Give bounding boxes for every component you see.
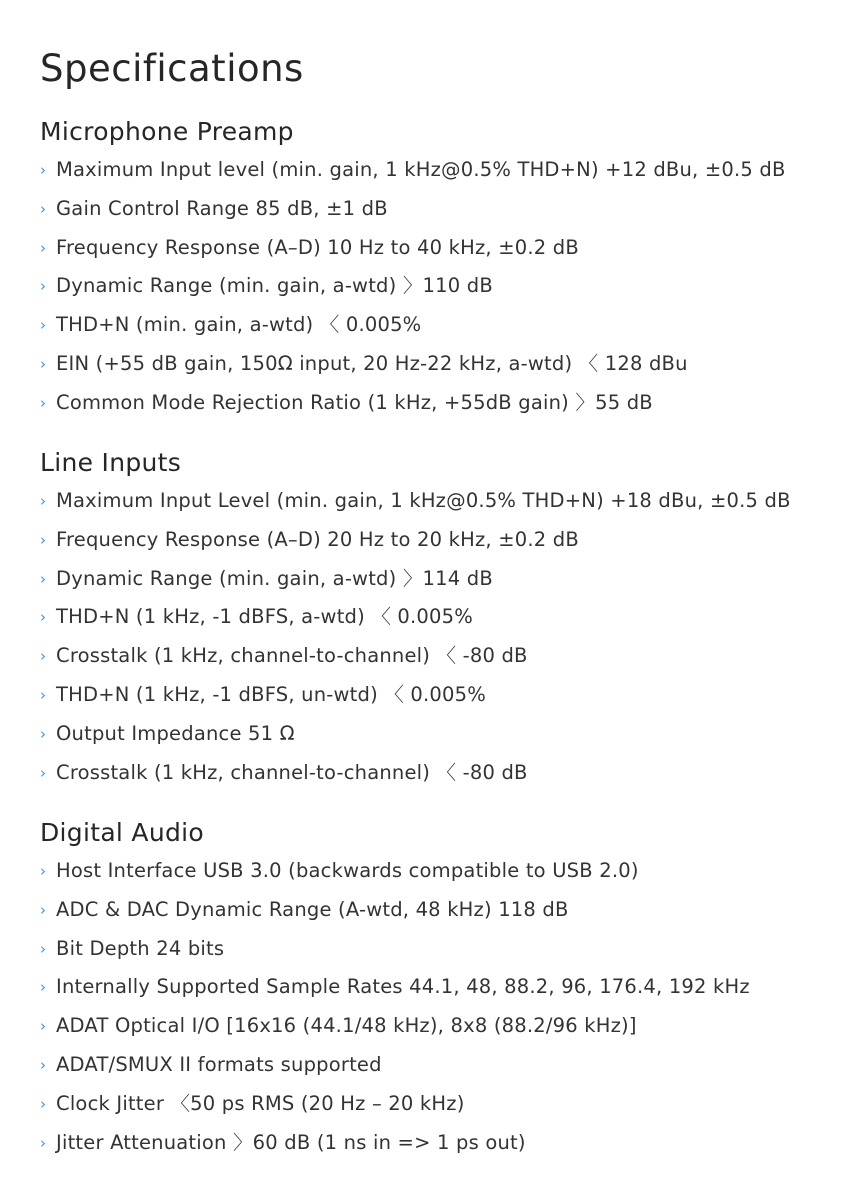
spec-item bbox=[40, 267, 786, 306]
spec-text: Dynamic Range (min. gain, a-wtd) 〉114 dB bbox=[56, 566, 493, 590]
section-title: Line Inputs bbox=[40, 448, 182, 477]
spec-item bbox=[40, 754, 791, 793]
spec-item bbox=[40, 345, 786, 384]
spec-text: EIN (+55 dB gain, 150Ω input, 20 Hz-22 kHz, a-wtd) 〈 128 dBu bbox=[56, 351, 688, 375]
chevron-right-icon: › bbox=[40, 1017, 47, 1036]
page-title: Specifications bbox=[40, 47, 304, 90]
spec-item bbox=[40, 891, 750, 930]
spec-list bbox=[40, 482, 791, 792]
spec-text: Maximum Input Level (min. gain, 1 kHz@0.5% THD+N) +18 dBu, ±0.5 dB bbox=[56, 489, 791, 512]
section-microphone-preamp bbox=[40, 115, 786, 423]
section-title: Digital Audio bbox=[40, 818, 204, 847]
chevron-right-icon: › bbox=[40, 1133, 47, 1152]
spec-text: ADAT Optical I/O [16x16 (44.1/48 kHz), 8x8 (88.2/96 kHz)] bbox=[56, 1014, 637, 1038]
spec-item bbox=[40, 598, 791, 637]
section-title: Microphone Preamp bbox=[40, 117, 294, 146]
chevron-right-icon: › bbox=[40, 1094, 47, 1113]
spec-item bbox=[40, 151, 786, 190]
spec-page bbox=[40, 46, 850, 1154]
chevron-right-icon: › bbox=[40, 530, 47, 549]
spec-item bbox=[40, 482, 791, 521]
spec-text: Jitter Attenuation 〉60 dB (1 ns in => 1 ps out) bbox=[56, 1130, 526, 1154]
spec-item bbox=[40, 1085, 750, 1124]
chevron-right-icon: › bbox=[40, 647, 47, 666]
spec-item bbox=[40, 229, 786, 268]
spec-text: Bit Depth 24 bits bbox=[56, 936, 225, 960]
spec-item bbox=[40, 930, 750, 969]
section-digital-audio bbox=[40, 816, 750, 1162]
spec-text: ADAT/SMUX II formats supported bbox=[56, 1052, 382, 1076]
spec-item bbox=[40, 521, 791, 560]
spec-text: Frequency Response (A–D) 10 Hz to 40 kHz, ±0.2 dB bbox=[56, 235, 579, 259]
chevron-right-icon: › bbox=[40, 763, 47, 782]
chevron-right-icon: › bbox=[40, 569, 47, 588]
chevron-right-icon: › bbox=[40, 492, 47, 510]
chevron-right-icon: › bbox=[40, 316, 47, 335]
spec-text: Dynamic Range (min. gain, a-wtd) 〉110 dB bbox=[56, 274, 493, 298]
spec-item bbox=[40, 676, 791, 715]
chevron-right-icon: › bbox=[40, 354, 47, 373]
spec-item bbox=[40, 715, 791, 754]
spec-text: THD+N (1 kHz, -1 dBFS, a-wtd) 〈 0.005% bbox=[56, 605, 473, 629]
chevron-right-icon: › bbox=[40, 1055, 47, 1074]
spec-item bbox=[40, 1007, 750, 1046]
spec-item bbox=[40, 852, 750, 891]
spec-text: Frequency Response (A–D) 20 Hz to 20 kHz, ±0.2 dB bbox=[56, 527, 579, 551]
spec-text: Gain Control Range 85 dB, ±1 dB bbox=[56, 196, 388, 220]
spec-text: THD+N (1 kHz, -1 dBFS, un-wtd) 〈 0.005% bbox=[56, 682, 486, 706]
chevron-right-icon: › bbox=[40, 238, 47, 257]
spec-text: Host Interface USB 3.0 (backwards compatible to USB 2.0) bbox=[56, 859, 639, 882]
spec-item bbox=[40, 190, 786, 229]
chevron-right-icon: › bbox=[40, 161, 47, 179]
spec-item bbox=[40, 637, 791, 676]
chevron-right-icon: › bbox=[40, 939, 47, 958]
spec-text: Crosstalk (1 kHz, channel-to-channel) 〈 -80 dB bbox=[56, 760, 528, 784]
spec-text: Common Mode Rejection Ratio (1 kHz, +55dB gain) 〉55 dB bbox=[56, 390, 653, 414]
chevron-right-icon: › bbox=[40, 724, 47, 743]
spec-item bbox=[40, 1046, 750, 1085]
spec-text: ADC & DAC Dynamic Range (A-wtd, 48 kHz) 118 dB bbox=[56, 897, 569, 921]
chevron-right-icon: › bbox=[40, 277, 47, 296]
chevron-right-icon: › bbox=[40, 900, 47, 919]
spec-text: Maximum Input level (min. gain, 1 kHz@0.5% THD+N) +12 dBu, ±0.5 dB bbox=[56, 158, 786, 181]
chevron-right-icon: › bbox=[40, 978, 47, 997]
spec-list bbox=[40, 151, 786, 423]
spec-text: Internally Supported Sample Rates 44.1, 48, 88.2, 96, 176.4, 192 kHz bbox=[56, 975, 750, 999]
section-line-inputs bbox=[40, 446, 791, 792]
spec-text: THD+N (min. gain, a-wtd) 〈 0.005% bbox=[56, 313, 422, 337]
chevron-right-icon: › bbox=[40, 862, 47, 880]
spec-text: Output Impedance 51 Ω bbox=[56, 721, 295, 745]
spec-list bbox=[40, 852, 750, 1162]
spec-text: Crosstalk (1 kHz, channel-to-channel) 〈 -80 dB bbox=[56, 644, 528, 668]
chevron-right-icon: › bbox=[40, 393, 47, 412]
spec-text: Clock Jitter 〈50 ps RMS (20 Hz – 20 kHz) bbox=[56, 1091, 465, 1115]
spec-item bbox=[40, 384, 786, 423]
spec-item bbox=[40, 968, 750, 1007]
spec-item bbox=[40, 1124, 750, 1163]
chevron-right-icon: › bbox=[40, 199, 47, 218]
spec-item bbox=[40, 560, 791, 599]
spec-item bbox=[40, 306, 786, 345]
chevron-right-icon: › bbox=[40, 608, 47, 627]
chevron-right-icon: › bbox=[40, 685, 47, 704]
